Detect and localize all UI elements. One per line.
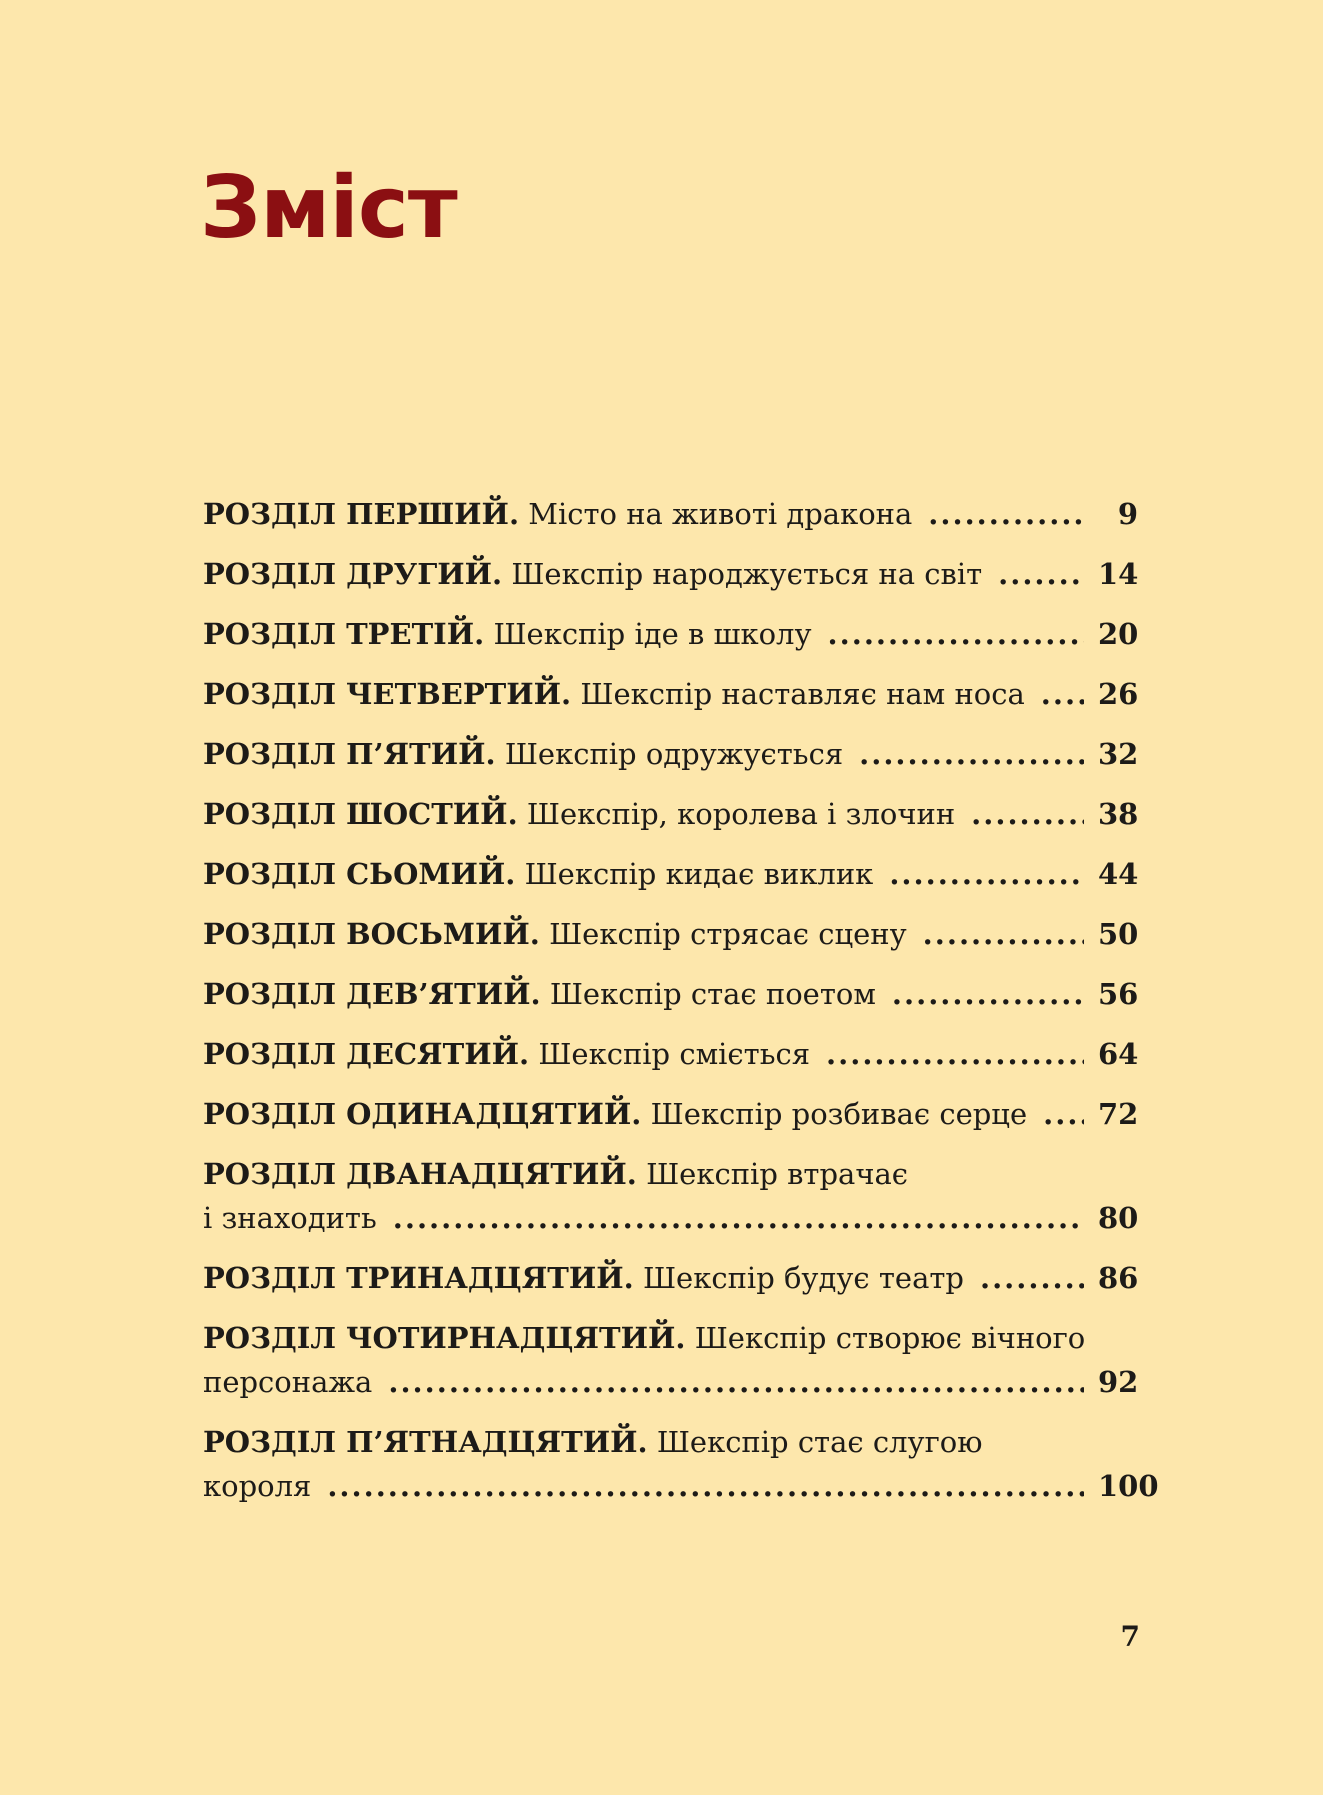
toc-page-number: 14 [1098,557,1139,591]
toc-chapter-title: Шекспір будує театр [642,1261,964,1295]
toc-chapter-title: Шекспір народжується на світ [511,557,983,591]
toc-entry-12[interactable] [203,1152,1138,1240]
toc-chapter-title: Шекспір втрачає [646,1157,909,1191]
toc-chapter-label: РОЗДІЛ ТРИНАДЦЯТИЙ. [203,1261,634,1295]
page-number: 7 [1120,1620,1140,1653]
toc-dot-leader [1043,1092,1084,1136]
toc-dot-leader [393,1196,1084,1240]
toc-chapter-title: Шекспір іде в школу [493,617,812,651]
toc-entry-13[interactable] [203,1256,1138,1300]
toc-chapter-label: РОЗДІЛ ДРУГИЙ. [203,557,503,591]
toc-chapter-title: Шекспір одружується [504,737,844,771]
page-title: Зміст [200,158,457,258]
toc-page-number: 26 [1098,677,1139,711]
toc-chapter-title-continued: персонажа [203,1365,373,1399]
toc-entry-14[interactable] [203,1316,1138,1404]
toc-chapter-title: Шекспір стрясає сцену [549,917,907,951]
toc-chapter-label: РОЗДІЛ П’ЯТИЙ. [203,737,496,771]
toc-entry-9[interactable] [203,972,1138,1016]
toc-dot-leader [928,492,1084,536]
toc-chapter-title-continued: короля [203,1469,312,1503]
toc-entry-5[interactable] [203,732,1138,776]
toc-dot-leader [828,612,1084,656]
toc-chapter-title: Шекспір наставляє нам носа [580,677,1025,711]
toc-chapter-label: РОЗДІЛ ДЕСЯТИЙ. [203,1037,530,1071]
toc-dot-leader [923,912,1084,956]
toc-entry-11[interactable] [203,1092,1138,1136]
toc-chapter-title: Шекспір, королева і злочин [526,797,956,831]
toc-entry-4[interactable] [203,672,1138,716]
toc-chapter-title: Шекспір стає поетом [549,977,876,1011]
toc-chapter-title-continued: і знаходить [203,1201,377,1235]
toc-chapter-label: РОЗДІЛ ОДИНАДЦЯТИЙ. [203,1097,642,1131]
toc-entry-7[interactable] [203,852,1138,896]
toc-chapter-label: РОЗДІЛ ДВАНАДЦЯТИЙ. [203,1157,637,1191]
toc-page-number: 56 [1098,977,1139,1011]
toc-chapter-label: РОЗДІЛ ШОСТИЙ. [203,797,518,831]
toc-page-number: 72 [1098,1097,1139,1131]
toc-chapter-label: РОЗДІЛ СЬОМИЙ. [203,857,516,891]
toc-page-number: 20 [1098,617,1139,651]
toc-chapter-title: Шекспір стає слугою [656,1425,983,1459]
toc-dot-leader [998,552,1084,596]
toc-chapter-label: РОЗДІЛ П’ЯТНАДЦЯТИЙ. [203,1425,648,1459]
toc-dot-leader [388,1360,1084,1404]
toc-chapter-title: Шекспір розбиває серце [650,1097,1028,1131]
toc-entry-15[interactable] [203,1420,1159,1508]
toc-dot-leader [327,1464,1084,1508]
toc-dot-leader [826,1032,1084,1076]
toc-page-number: 32 [1098,737,1139,771]
toc-chapter-title: Шекспір кидає виклик [524,857,874,891]
toc-page-number: 86 [1098,1261,1139,1295]
toc-chapter-label: РОЗДІЛ ЧЕТВЕРТИЙ. [203,677,572,711]
toc-dot-leader [889,852,1084,896]
toc-chapter-title: Шекспір створює вічного [694,1321,1086,1355]
toc-chapter-label: РОЗДІЛ ВОСЬМИЙ. [203,917,540,951]
toc-entry-1[interactable] [203,492,1138,536]
toc-chapter-label: РОЗДІЛ ДЕВ’ЯТИЙ. [203,977,541,1011]
toc-chapter-title: Шекспір сміється [538,1037,811,1071]
toc-page-number: 9 [1117,497,1138,531]
toc-entry-6[interactable] [203,792,1138,836]
toc-chapter-label: РОЗДІЛ ТРЕТІЙ. [203,617,485,651]
table-of-contents [203,492,1159,1524]
toc-chapter-label: РОЗДІЛ ПЕРШИЙ. [203,497,520,531]
toc-page-number: 50 [1098,917,1139,951]
toc-entry-8[interactable] [203,912,1138,956]
toc-dot-leader [980,1256,1084,1300]
toc-chapter-label: РОЗДІЛ ЧОТИРНАДЦЯТИЙ. [203,1321,686,1355]
toc-page-number: 38 [1098,797,1139,831]
toc-page-number: 92 [1098,1365,1139,1399]
toc-chapter-title: Місто на животі дракона [528,497,913,531]
toc-page-number: 44 [1098,857,1139,891]
toc-entry-2[interactable] [203,552,1138,596]
toc-entry-3[interactable] [203,612,1138,656]
toc-dot-leader [971,792,1084,836]
toc-entry-10[interactable] [203,1032,1138,1076]
toc-page-number: 64 [1098,1037,1139,1071]
toc-dot-leader [1041,672,1084,716]
toc-dot-leader [892,972,1084,1016]
toc-page-number: 100 [1098,1469,1159,1503]
toc-dot-leader [859,732,1084,776]
toc-page-number: 80 [1098,1201,1139,1235]
